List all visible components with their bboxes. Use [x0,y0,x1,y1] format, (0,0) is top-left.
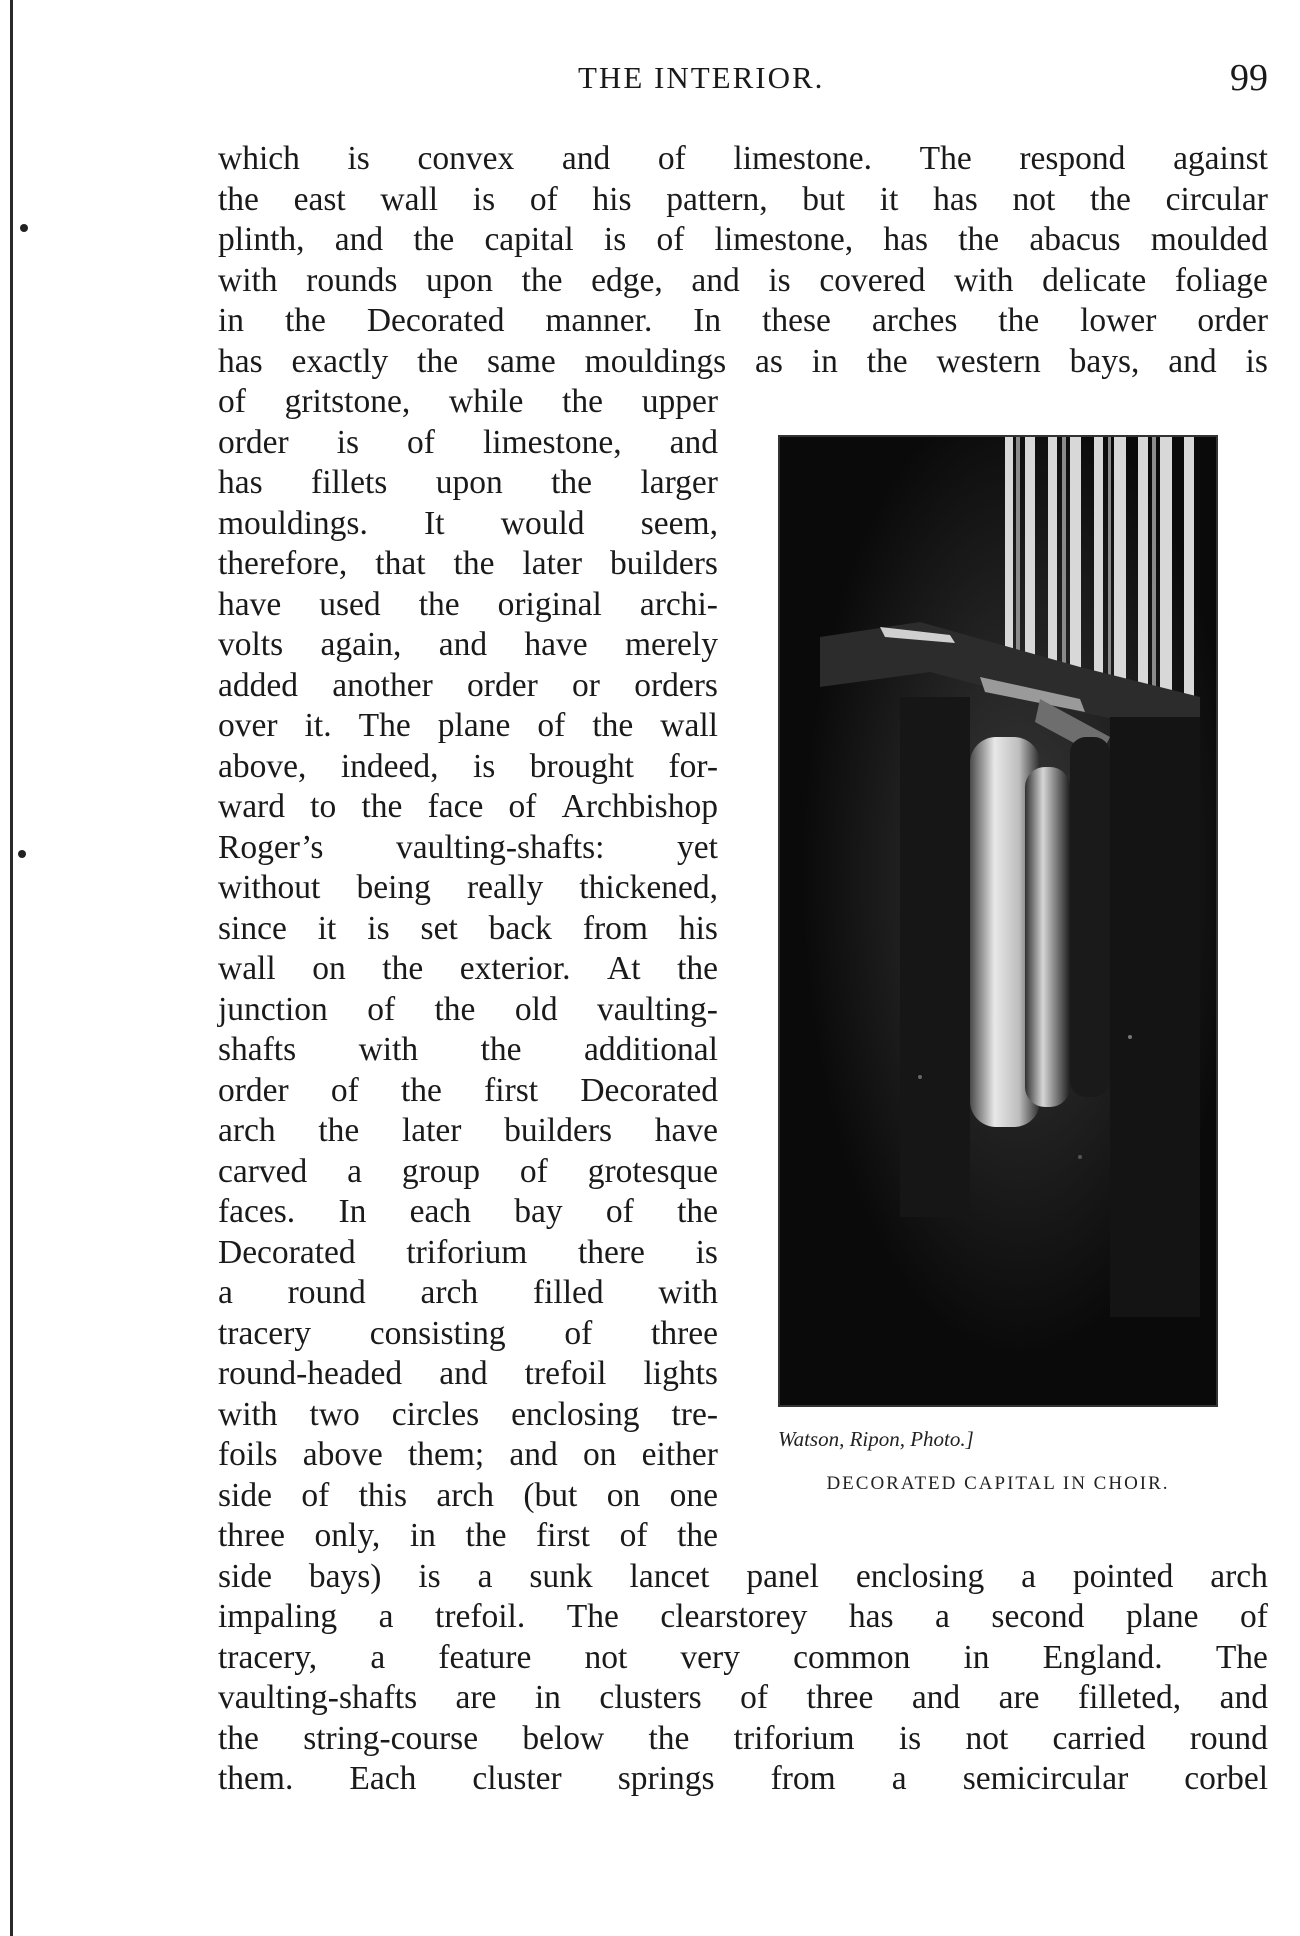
text-line: Roger’s vaulting-shafts: yet [218,828,718,866]
text-line: the east wall is of his pattern, but it has not the circular [218,180,1268,218]
text-line: tracery consisting of three [218,1314,718,1352]
figure-caption: DECORATED CAPITAL IN CHOIR. [826,1473,1170,1494]
paragraph-top [218,139,1268,382]
text-line: three only, in the first of the [218,1517,718,1554]
text-line: which is convex and of limestone. The respond against [218,140,1268,177]
text-line: since it is set back from his [218,909,718,947]
text-line: foils above them; and on either [218,1436,718,1473]
text-line: the string-course below the triforium is not carried round [218,1719,1268,1757]
text-line: with two circles enclosing tre- [218,1395,718,1433]
text-line: wall on the exterior. At the [218,950,718,987]
running-title: THE INTERIOR. [578,60,825,95]
margin-mark [20,224,28,232]
text-line: over it. The plane of the wall [218,707,718,744]
text-line: in the Decorated manner. In these arches the lower order [218,302,1268,339]
text-line: order is of limestone, and [218,423,718,461]
capital-photograph [778,435,1218,1407]
running-header [218,57,1268,110]
text-line: with rounds upon the edge, and is covered with delicate foliage [218,261,1268,299]
text-line: plinth, and the capital is of limestone, has the abacus moulded [218,221,1268,258]
text-line: has exactly the same mouldings as in the western bays, and is [218,342,1268,380]
text-line: has fillets upon the larger [218,464,718,501]
binding-edge [10,0,13,1936]
text-line: side of this arch (but on one [218,1476,718,1514]
text-line: carved a group of grotesque [218,1152,718,1190]
page-number: 99 [1230,57,1268,99]
text-line: added another order or orders [218,666,718,704]
text-line: tracery, a feature not very common in England. The [218,1638,1268,1676]
text-line: arch the later builders have [218,1112,718,1149]
text-line: of gritstone, while the upper [218,383,718,420]
photo-credit: Watson, Ripon, Photo.] [778,1427,974,1451]
text-line: order of the first Decorated [218,1071,718,1109]
text-line: without being really thickened, [218,869,718,906]
figure [778,435,1218,1494]
text-line: therefore, that the later builders [218,545,718,582]
text-line: ward to the face of Archbishop [218,788,718,825]
text-line: junction of the old vaulting- [218,990,718,1028]
text-line: Decorated triforium there is [218,1233,718,1271]
text-line: side bays) is a sunk lancet panel enclosing a pointed arch [218,1557,1268,1595]
text-line: volts again, and have merely [218,626,718,663]
margin-mark [18,850,26,858]
text-line: above, indeed, is brought for- [218,747,718,785]
text-line: mouldings. It would seem, [218,504,718,542]
text-line: shafts with the additional [218,1031,718,1068]
text-line: impaling a trefoil. The clearstorey has a second plane of [218,1598,1268,1635]
text-line: a round arch filled with [218,1274,718,1311]
text-line: vaulting-shafts are in clusters of three and are filleted, and [218,1679,1268,1716]
text-line: have used the original archi- [218,585,718,623]
text-line: round-headed and trefoil lights [218,1355,718,1392]
text-line: them. Each cluster springs from a semicircular corbel [218,1760,1268,1797]
paragraph-bottom [218,1557,1268,1800]
text-line: faces. In each bay of the [218,1193,718,1230]
